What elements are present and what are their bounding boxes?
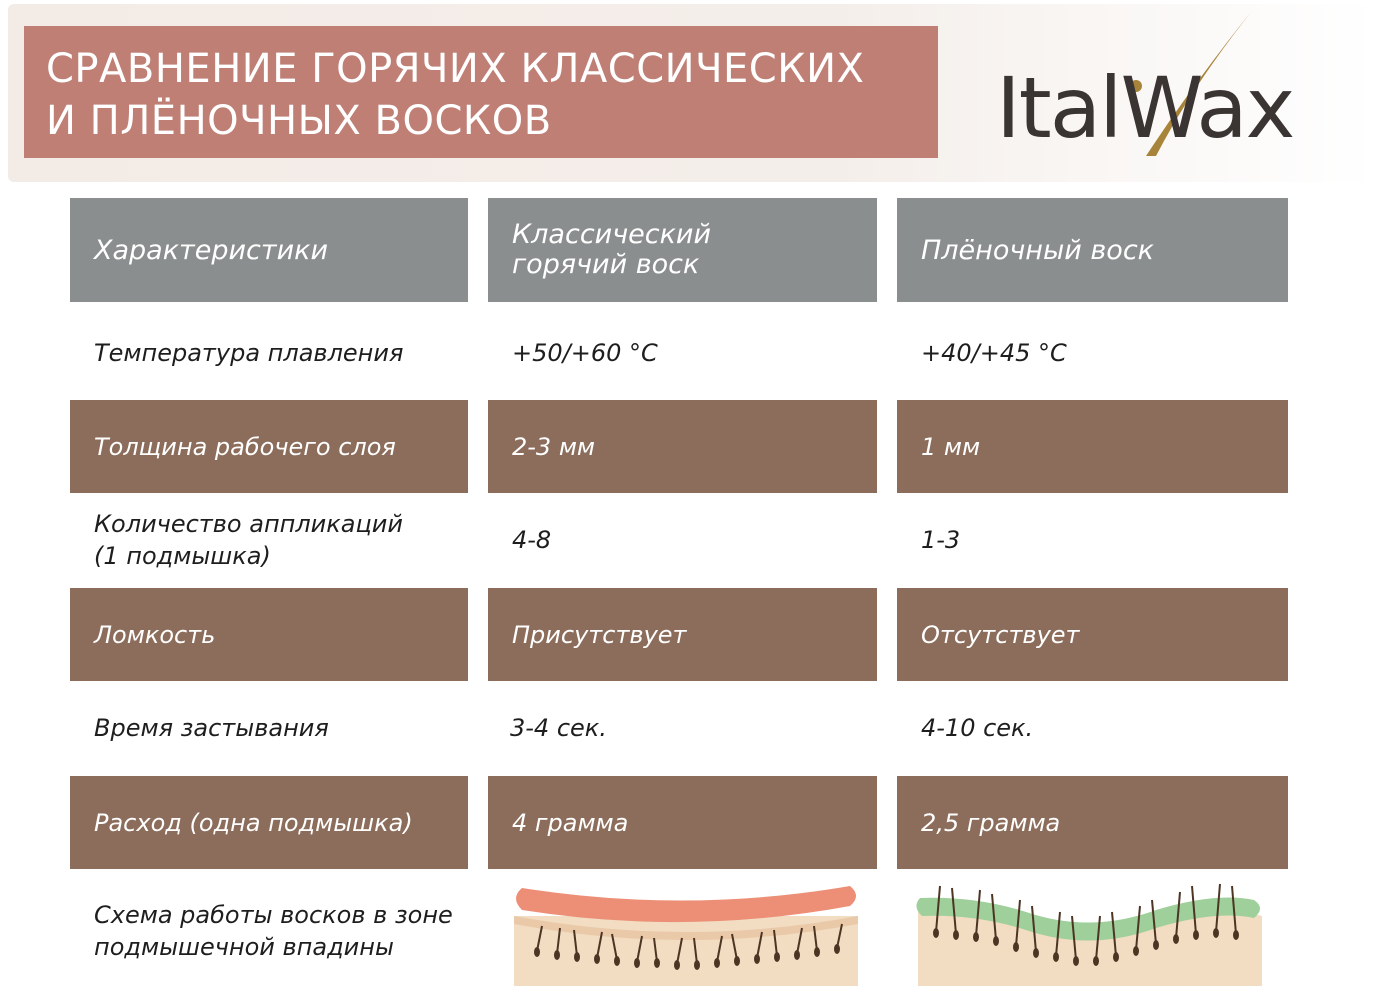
row-value-classic-layer-thickness: 2-3 мм [488, 400, 877, 493]
row-label-brittleness: Ломкость [70, 588, 468, 681]
row-value-classic-brittleness: Присутствует [488, 588, 877, 681]
title-box [24, 26, 938, 158]
row-label-consumption: Расход (одна подмышка) [70, 776, 468, 869]
row-value-classic-setting-time: 3-4 сек. [510, 714, 607, 742]
row-value-classic-consumption: 4 грамма [488, 776, 877, 869]
header-classic-wax: Классический горячий воск [488, 198, 877, 302]
header-film-wax: Плёночный воск [897, 198, 1288, 302]
row-value-film-melting-temp: +40/+45 °C [921, 339, 1067, 367]
row-value-film-brittleness: Отсутствует [897, 588, 1288, 681]
row-value-film-consumption: 2,5 грамма [897, 776, 1288, 869]
italwax-logo [996, 8, 1316, 158]
logo-text: ItalWax [996, 59, 1294, 157]
page-title-line-2: И ПЛЁНОЧНЫХ ВОСКОВ [46, 98, 552, 144]
row-value-classic-melting-temp: +50/+60 °C [512, 339, 658, 367]
header-characteristics: Характеристики [70, 198, 468, 302]
row-value-film-layer-thickness: 1 мм [897, 400, 1288, 493]
page-title-line-1: СРАВНЕНИЕ ГОРЯЧИХ КЛАССИЧЕСКИХ [46, 46, 865, 92]
row-value-film-setting-time: 4-10 сек. [921, 714, 1034, 742]
row-value-film-applications-count: 1-3 [921, 526, 961, 554]
row-label-melting-temp: Температура плавления [94, 339, 404, 367]
classic-wax-diagram [512, 876, 862, 988]
row-label-wax-scheme: Схема работы восков в зоне подмышечной впадины [94, 900, 453, 961]
row-label-layer-thickness: Толщина рабочего слоя [70, 400, 468, 493]
film-wax-diagram [916, 876, 1266, 988]
row-label-setting-time: Время застывания [94, 714, 329, 742]
row-label-applications-count: Количество аппликаций (1 подмышка) [94, 509, 403, 570]
row-value-classic-applications-count: 4-8 [512, 526, 552, 554]
